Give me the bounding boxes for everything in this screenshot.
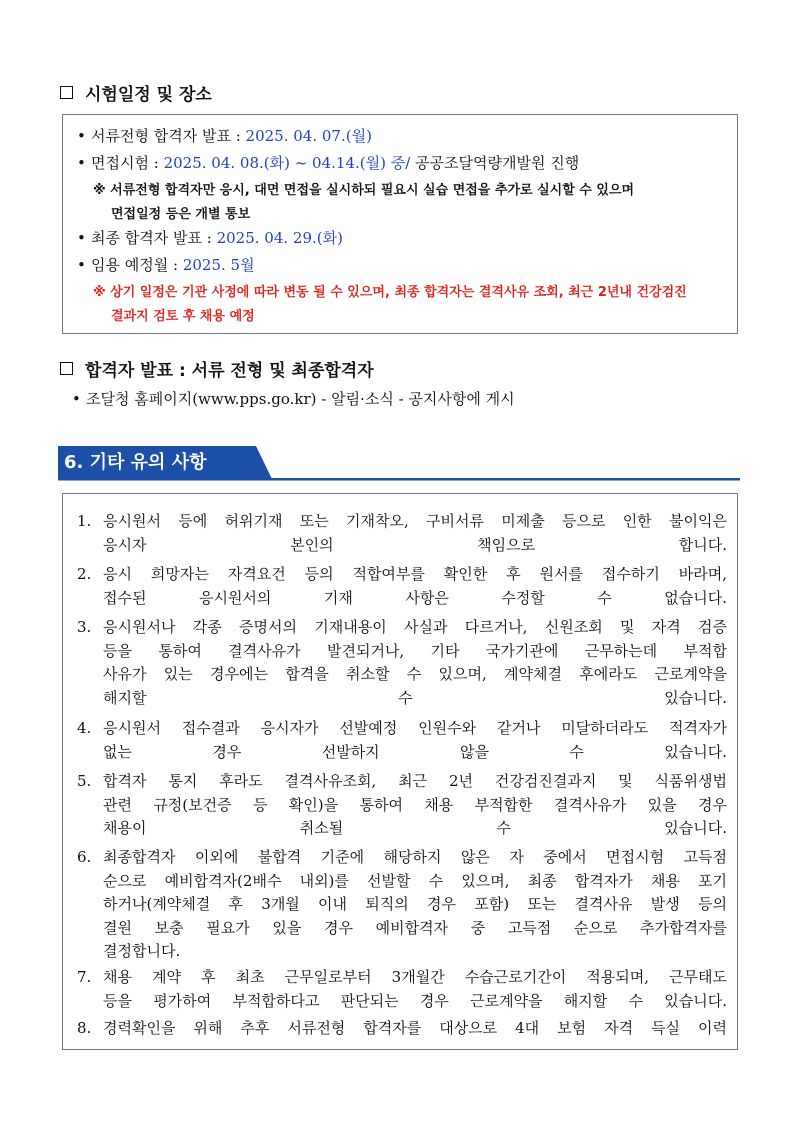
note-item: 7. 채용 계약 후 최초 근무일로부터 3개월간 수습근로기간이 적용되며, 근무태도 등을 평가하여 부적합하다고 판단되는 경우 근로계약을 해지할 수 있습니다. bbox=[77, 968, 727, 1010]
final-note-line-2: 결과지 검토 후 채용 예정 bbox=[111, 309, 255, 324]
checkbox-square-icon bbox=[60, 362, 73, 375]
checkbox-square-icon bbox=[60, 86, 73, 99]
bullet-icon: • bbox=[77, 229, 86, 247]
note-item: 3. 응시원서나 각종 증명서의 기재내용이 사실과 다르거나, 신원조회 및 자격 검증 등을 통하여 결격사유가 발견되거나, 기타 국가기관에 근무하는데 부적합 사유가 있는 경우에는 합격을 취소할 수 있으며, 계약체결 후에라도 근로계약을 해지할 수 있습니다. bbox=[77, 618, 727, 707]
announce-item: • 조달청 홈페이지(www.pps.go.kr) - 알림·소식 - 공지사항에 게시 bbox=[72, 390, 515, 408]
bullet-icon: • bbox=[72, 390, 81, 408]
final-note-line-1: ※ 상기 일정은 기관 사정에 따라 변동 될 수 있으며, 최종 합격자는 결격사유 조회, 최근 2년내 건강검진 bbox=[93, 285, 687, 300]
schedule-box bbox=[62, 114, 738, 334]
announce-heading: 합격자 발표 : 서류 전형 및 최종합격자 bbox=[60, 356, 374, 381]
note-item: 1. 응시원서 등에 허위기재 또는 기재착오, 구비서류 미제출 등으로 인한 불이익은 응시자 본인의 책임으로 합니다. bbox=[77, 512, 727, 554]
bullet-icon: • bbox=[77, 154, 86, 172]
schedule-item-appointment: • 임용 예정월 : 2025. 5월 bbox=[77, 256, 255, 274]
interview-note-line-1: ※ 서류전형 합격자만 응시, 대면 면접을 실시하되 필요시 실습 면접을 추가로 실시할 수 있으며 bbox=[93, 183, 635, 198]
bullet-icon: • bbox=[77, 256, 86, 274]
note-item: 2. 응시 희망자는 자격요건 등의 적합여부를 확인한 후 원서를 접수하기 바라며, 접수된 응시원서의 기재 사항은 수정할 수 없습니다. bbox=[77, 565, 727, 607]
schedule-heading: 시험일정 및 장소 bbox=[60, 80, 212, 105]
schedule-item-document: • 서류전형 합격자 발표 : 2025. 04. 07.(월) bbox=[77, 127, 372, 145]
notes-banner: 6. 기타 유의 사항 bbox=[58, 446, 740, 482]
note-item: 5. 합격자 통지 후라도 결격사유조회, 최근 2년 건강검진결과지 및 식품위생법 관련 규정(보건증 등 확인)을 통하여 채용 부적합한 결격사유가 있을 경우 채용이 취소될 수 있습니다. bbox=[77, 772, 727, 837]
bullet-icon: • bbox=[77, 127, 86, 145]
note-item: 6. 최종합격자 이외에 불합격 기준에 해당하지 않은 자 중에서 면접시험 고득점 순으로 예비합격자(2배수 내외)를 선발할 수 있으며, 최종 합격자가 채용 포기 하거나(계약체결 후 3개월 이내 퇴직의 경우 포함) 또는 결격사유 발생 등의 결원 보충 필요가 있을 경우 예비합격자 중 고득점 순으로 추가합격자를 결정합니다. bbox=[77, 848, 727, 960]
notes-box bbox=[62, 493, 738, 1050]
interview-note-line-2: 면접일정 등은 개별 통보 bbox=[111, 207, 251, 222]
schedule-item-interview: • 면접시험 : 2025. 04. 08.(화) ~ 04.14.(월) 중/ 공공조달역량개발원 진행 bbox=[77, 154, 580, 172]
schedule-item-final: • 최종 합격자 발표 : 2025. 04. 29.(화) bbox=[77, 229, 343, 247]
note-item: 4. 응시원서 접수결과 응시자가 선발예정 인원수와 같거나 미달하더라도 적격자가 없는 경우 선발하지 않을 수 있습니다. bbox=[77, 719, 727, 761]
note-item: 8. 경력확인을 위해 추후 서류전형 합격자를 대상으로 4대 보험 자격 득실 이력 bbox=[77, 1019, 727, 1037]
